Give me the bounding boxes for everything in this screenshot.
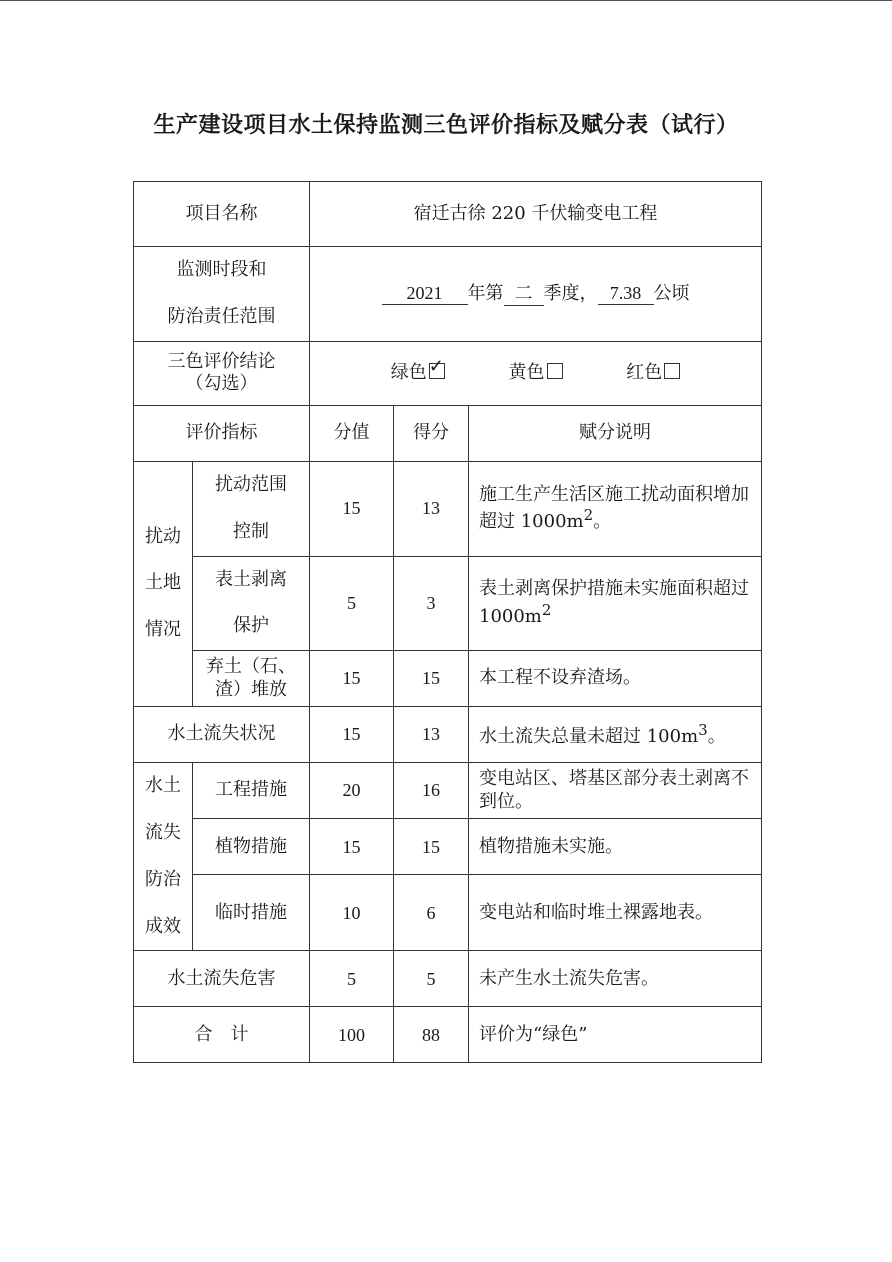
page-title: 生产建设项目水土保持监测三色评价指标及赋分表（试行） [153,112,739,138]
group-disturb [134,461,193,707]
table-row [134,556,762,651]
page-top-border [0,0,892,1]
conclusion-options [310,341,762,405]
indicator-name [193,461,310,556]
explain-tail: 。 [707,725,726,747]
checkbox-empty-icon[interactable] [664,363,680,379]
got-value: 5 [394,951,469,1007]
score-value: 10 [310,875,394,951]
period-year: 2021 [382,282,468,306]
explain-tail: 。 [593,511,612,533]
group-control-line1: 水土 [145,775,181,797]
explain-text: 变电站和临时堆土裸露地表。 [469,875,762,951]
explain-sup: 2 [541,600,552,619]
total-label: 合 计 [134,1007,310,1063]
got-value: 13 [394,461,469,556]
header-got: 得分 [394,405,469,461]
score-value: 5 [310,556,394,651]
explain-text [469,556,762,651]
checkbox-checked-icon[interactable]: ✓ [428,355,444,377]
table-row [134,341,762,405]
period-label [134,247,310,342]
got-value: 13 [394,707,469,763]
period-label-line2: 防治责任范围 [167,305,276,327]
table-header-row [134,405,762,461]
table-row [134,819,762,875]
group-control [134,763,193,951]
header-indicator: 评价指标 [134,405,310,461]
explain-text [469,461,762,556]
checkbox-empty-icon[interactable] [547,363,563,379]
got-value: 3 [394,556,469,651]
explain-sup: 3 [698,720,708,739]
period-label-line1: 监测时段和 [176,259,267,280]
explain-text: 变电站区、塔基区部分表土剥离不到位。 [469,763,762,819]
indicator-name [193,556,310,651]
evaluation-table [133,181,762,1063]
total-explain: 评价为“绿色” [469,1007,762,1063]
got-value: 15 [394,819,469,875]
option-red[interactable] [626,362,680,383]
period-area: 7.38 [598,282,654,306]
explain-text [469,707,762,763]
indicator-name-line1: 弃土（石、 [206,656,296,678]
score-value: 15 [310,707,394,763]
indicator-name-line2: 控制 [233,520,269,542]
score-value: 5 [310,951,394,1007]
indicator-name: 水土流失状况 [134,707,310,763]
group-disturb-line3: 情况 [145,619,181,641]
table-row [134,951,762,1007]
table-row [134,461,762,556]
explain-text: 未产生水土流失危害。 [469,951,762,1007]
indicator-name-line1: 表土剥离 [215,568,287,590]
indicator-name-line2: 渣）堆放 [215,678,287,700]
explain-main: 表土剥离保护措施未实施面积超过 1000m [479,578,749,627]
option-green[interactable] [390,355,445,383]
project-name-value: 宿迁古徐 220 千伏输变电工程 [310,182,762,247]
score-value: 15 [310,819,394,875]
header-score: 分值 [310,405,394,461]
indicator-name-line2: 保护 [233,615,269,637]
period-area-unit: 公顷 [653,282,690,304]
table-row [134,247,762,342]
period-year-suffix: 年第 [467,282,504,304]
table-row [134,763,762,819]
explain-text: 本工程不设弃渣场。 [469,651,762,707]
explain-sup: 2 [583,506,594,525]
period-quarter-suffix: 季度， [543,282,598,304]
group-control-line2: 流失 [145,821,181,843]
group-control-line3: 防治 [145,868,181,890]
table-row [134,182,762,247]
explain-main: 施工生产生活区施工扰动面积增加超过 1000m [479,483,749,533]
indicator-name: 水土流失危害 [134,951,310,1007]
table-row [134,875,762,951]
indicator-name [193,651,310,707]
score-value: 20 [310,763,394,819]
conclusion-label-line2: （勾选） [185,373,258,395]
indicator-name: 临时措施 [193,875,310,951]
indicator-name: 工程措施 [193,763,310,819]
option-yellow[interactable] [509,362,563,383]
group-control-line4: 成效 [145,915,181,937]
got-value: 15 [394,651,469,707]
option-red-label: 红色 [626,361,663,383]
score-value: 15 [310,461,394,556]
indicator-name-line1: 扰动范围 [215,473,287,495]
explain-main: 水土流失总量未超过 100m [479,725,699,747]
period-value [310,247,762,342]
got-value: 16 [394,763,469,819]
explain-text: 植物措施未实施。 [469,819,762,875]
project-name-label: 项目名称 [134,182,310,247]
conclusion-label [134,341,310,405]
group-disturb-line1: 扰动 [145,525,181,547]
option-green-label: 绿色 [390,361,427,383]
table-row [134,707,762,763]
got-value: 6 [394,875,469,951]
header-explain: 赋分说明 [469,405,762,461]
score-value: 15 [310,651,394,707]
conclusion-label-line1: 三色评价结论 [167,350,276,372]
total-row [134,1007,762,1063]
total-score: 100 [310,1007,394,1063]
total-got: 88 [394,1007,469,1063]
group-disturb-line2: 土地 [145,572,181,594]
indicator-name: 植物措施 [193,819,310,875]
table-row [134,651,762,707]
period-quarter: 二 [504,283,544,307]
option-yellow-label: 黄色 [508,361,545,383]
